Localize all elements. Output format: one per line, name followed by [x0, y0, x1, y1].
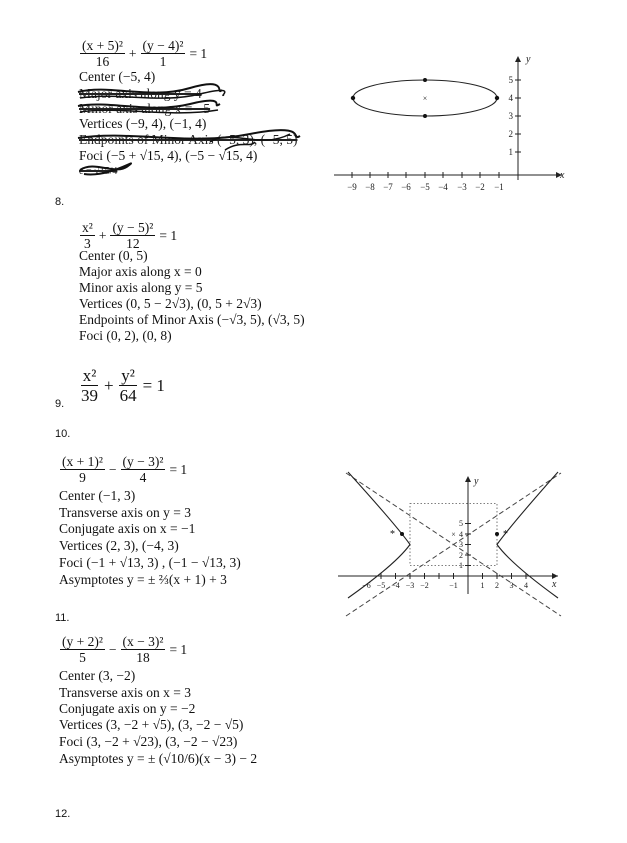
p8-endpoints: Endpoints of Minor Axis (−√3, 5), (√3, 5) [79, 312, 305, 327]
p10-denominator-1: 9 [79, 470, 86, 485]
y-axis-arrow [465, 476, 471, 482]
minor-endpoint-point [423, 78, 427, 82]
hyperbola-plot [336, 470, 566, 600]
x-tick-label: −4 [438, 182, 448, 192]
p8-minor-axis: Minor axis along y = 5 [79, 280, 203, 295]
p10-rhs: = 1 [169, 461, 188, 477]
ellipse-plot [330, 52, 570, 192]
p7-rhs: = 1 [189, 45, 208, 61]
x-tick-label: −2 [475, 182, 485, 192]
p11-denominator-1: 5 [79, 650, 86, 665]
x-tick-label: −5 [420, 182, 430, 192]
x-tick-label: −4 [391, 581, 400, 590]
p9-denominator-2: 64 [119, 386, 137, 405]
y-tick-label: 4 [508, 93, 513, 103]
p7-minor-axis-struck: Minor axis along x = −5 [79, 101, 211, 116]
p11-equation [58, 634, 189, 665]
x-tick-label: 4 [524, 581, 528, 590]
x-tick-label: −6 [401, 182, 411, 192]
p9-numerator-1: x² [82, 366, 97, 385]
p8-denominator-1: 3 [84, 236, 91, 251]
y-tick-label: 3 [459, 540, 463, 549]
p9-operator: + [104, 375, 114, 395]
p7-eccentricity-struck: e = √15/4 [79, 166, 118, 177]
p9-equation [77, 366, 167, 405]
problem-number-8: 8. [55, 196, 65, 208]
x-tick-label: −6 [362, 581, 371, 590]
x-tick-label: 1 [480, 581, 485, 590]
x-tick-label: −1 [449, 581, 458, 590]
p11-numerator-2: (x − 3)² [122, 634, 164, 649]
center-marker: × [422, 94, 428, 103]
problem-number-9: 9. [55, 398, 65, 410]
p7-endpoints-struck: Endpoints of Minor Axis (−5, 3), (−5, 5) [79, 132, 298, 147]
problem-number-11: 11. [55, 612, 70, 624]
p11-vertices: Vertices (3, −2 + √5), (3, −2 − √5) [59, 717, 244, 732]
p7-vertices: Vertices (−9, 4), (−1, 4) [79, 116, 207, 131]
p8-rhs: = 1 [159, 227, 178, 243]
p11-denominator-2: 18 [136, 650, 150, 665]
p10-transverse-axis: Transverse axis on y = 3 [59, 505, 191, 520]
y-tick-label: 3 [508, 111, 513, 121]
p10-numerator-2: (y − 3)² [122, 454, 164, 469]
p9-numerator-2: y² [121, 366, 135, 385]
focus-marker: * [503, 529, 508, 540]
x-tick-label: −1 [494, 182, 504, 192]
p10-equation [58, 454, 189, 485]
y-tick-label: 4 [459, 530, 463, 539]
y-tick-label: 1 [508, 147, 513, 157]
p9-rhs: = 1 [142, 375, 165, 395]
p7-major-axis-struck: Major axis along y = 4 [79, 86, 202, 101]
vertex-point [400, 532, 404, 536]
p10-foci: Foci (−1 + √13, 3) , (−1 − √13, 3) [59, 555, 241, 570]
p7-center: Center (−5, 4) [79, 69, 156, 84]
y-tick-label: 1 [459, 561, 463, 570]
p11-asymptotes: Asymptotes y = ± (√10/6)(x − 3) − 2 [59, 751, 258, 766]
x-tick-label: −7 [383, 182, 393, 192]
p7-foci: Foci (−5 + √15, 4), (−5 − √15, 4) [79, 148, 258, 163]
vertex-point [495, 96, 499, 100]
center-marker: × [451, 530, 456, 539]
vertex-point [495, 532, 499, 536]
problem-number-12: 12. [55, 808, 71, 820]
p8-equation [78, 220, 179, 251]
p10-operator: − [108, 461, 117, 477]
x-tick-label: −3 [457, 182, 467, 192]
p10-denominator-2: 4 [139, 470, 147, 485]
p10-numerator-1: (x + 1)² [62, 454, 103, 469]
p8-center: Center (0, 5) [79, 248, 148, 263]
p11-foci: Foci (3, −2 + √23), (3, −2 − √23) [59, 734, 238, 749]
p7-denominator-2: 1 [159, 54, 167, 69]
p8-foci: Foci (0, 2), (0, 8) [79, 328, 172, 343]
p8-denominator-2: 12 [126, 236, 140, 251]
minor-endpoint-point [423, 114, 427, 118]
y-tick-label: 2 [459, 551, 463, 560]
vertex-point [351, 96, 355, 100]
p11-operator: − [108, 641, 117, 657]
p10-vertices: Vertices (2, 3), (−4, 3) [59, 538, 179, 553]
x-tick-label: −5 [376, 581, 386, 590]
x-tick-label: 3 [509, 581, 514, 590]
y-axis-label: y [526, 54, 531, 65]
x-tick-label: −2 [420, 581, 429, 590]
y-axis-arrow [515, 56, 521, 62]
focus-marker: * [390, 529, 395, 540]
p9-denominator-1: 39 [81, 386, 98, 405]
p7-numerator-1: (x + 5)² [82, 38, 123, 53]
x-tick-label: −9 [347, 182, 357, 192]
p11-rhs: = 1 [169, 641, 188, 657]
y-axis-label: y [474, 476, 479, 487]
p11-numerator-1: (y + 2)² [62, 634, 103, 649]
p11-center: Center (3, −2) [59, 668, 136, 683]
x-tick-label: 2 [495, 581, 499, 590]
p8-operator: + [98, 227, 107, 243]
p10-asymptotes: Asymptotes y = ± ⅔(x + 1) + 3 [59, 572, 227, 587]
x-axis-label: x [552, 579, 557, 590]
y-tick-label: 5 [508, 75, 513, 85]
p10-conjugate-axis: Conjugate axis on x = −1 [59, 521, 196, 536]
p7-numerator-2: (y − 4)² [142, 38, 184, 53]
p8-major-axis: Major axis along x = 0 [79, 264, 202, 279]
p11-transverse-axis: Transverse axis on x = 3 [59, 685, 191, 700]
p8-vertices: Vertices (0, 5 − 2√3), (0, 5 + 2√3) [79, 296, 262, 311]
y-tick-label: 5 [459, 519, 463, 528]
x-tick-label: −8 [365, 182, 375, 192]
problem-number-10: 10. [55, 428, 71, 440]
p7-denominator-1: 16 [95, 54, 110, 69]
p8-numerator-2: (y − 5)² [112, 220, 154, 235]
y-tick-label: 2 [508, 129, 513, 139]
p8-numerator-1: x² [82, 220, 93, 235]
x-tick-label: −3 [405, 581, 415, 590]
p7-operator: + [128, 45, 137, 61]
p7-equation [78, 38, 209, 69]
x-axis-label: x [560, 170, 565, 181]
p11-conjugate-axis: Conjugate axis on y = −2 [59, 701, 196, 716]
p10-center: Center (−1, 3) [59, 488, 136, 503]
